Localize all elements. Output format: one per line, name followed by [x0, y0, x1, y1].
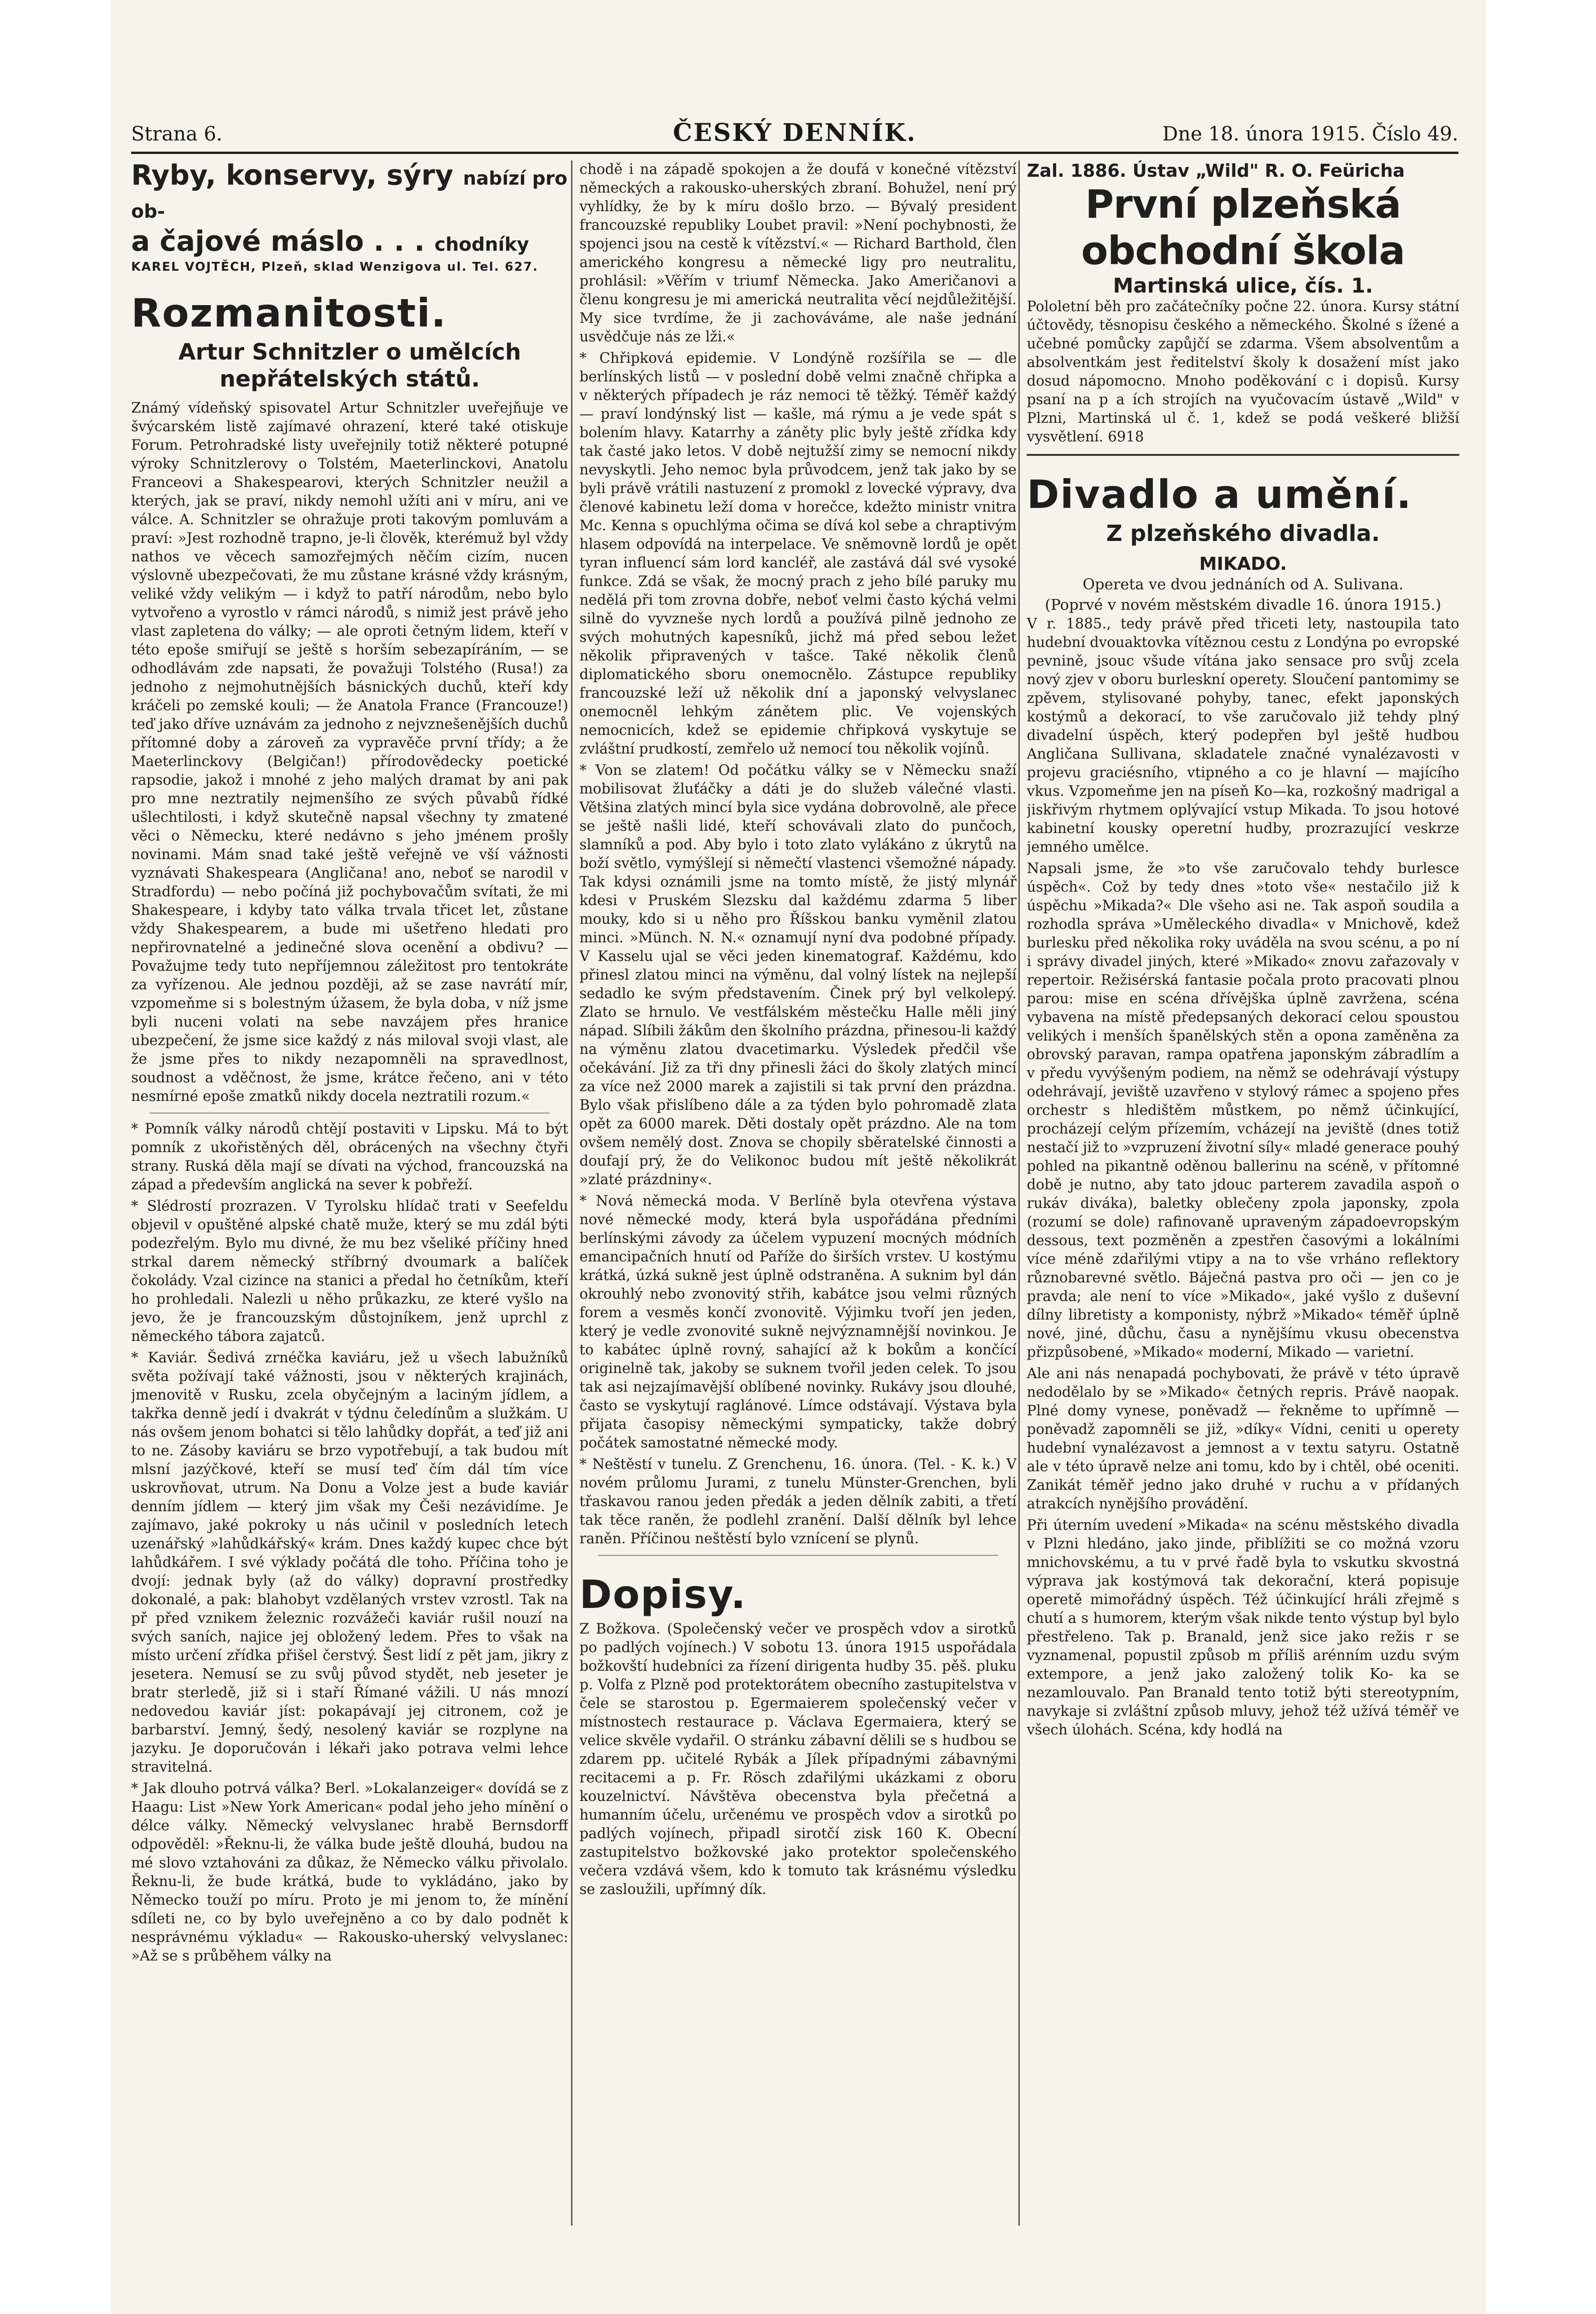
- column-3: [1027, 160, 1459, 2226]
- news-item-kaviar: * Kaviár. Šedivá zrnéčka kaviáru, jež u všech labužníků světa požívají také vážnosti, jsou v některých krajinách, jmenovitě v Rusku, zcela obyčejným a laciným jídlem, a takřka denně jedí i dvakrát v týdnu čeledínům a služkám. U nás ovšem jenom bohatci si tělo lahůdky dopřát, a teď již ani to ne. Zásoby kaviáru se brzo vypotřebují, a tak budou mít mlsní jazýčkové, kteří se musí teď čím dál tím více uskrovňovat, utrum. Na Donu a Volze jest a bude kaviár denním jídlem — který jim však my Češi nezávidíme. Je zajímavo, jaké pokroky u nás učinil v posledních letech uzenářský »lahůdkářský« krám. Dnes každý kupec chce být lahůdkářem. I své výklady počátá dle toho. Příčina toho je dvojí: jednak byly (až do války) dopravní prostředky dokonalé, a pak: blahobyt vzdělaných vrstev vzrostl. Tak na př před vznikem železnic rozvážeči kaviár rušil nouzí na svých saních, najice jej obložený ledem. Přes to však na místo určení zřídka přišel čerstvý. Šest lidí z pět jam, jikry z jesetera. Nemusí se zu svůj původ stydět, neb jeseter je bratr sterledě, již si i staří Římané vážili. U nás mnozí nedovedou kaviár jíst: pokapávají jej citronem, což je barbarství. Jemný, šedý, nesolený kaviár se rozplyne na jazyku. Je doporučován i lékaři jako potrava velmi lehce stravitelná.: [131, 1350, 568, 1775]
- review-title: MIKADO.: [1199, 553, 1287, 574]
- news-item-continued: chodě i na západě spokojen a že doufá v konečné vítězství německých a rakousko-uherských zbraní. Bohužel, není prý vyhlídky, že by k míru došlo brzo. — Bývalý president francouzské republiky Loubet pravil: »Není pochybnosti, že spojenci jsou na cestě k vítězství.« — Richard Barthold, člen amerického kongresu a německé ligy pro neutralitu, prohlásil: »Věřím v triumf Německa. Jako Američanovi a členu kongresu je mi americká neutralita věcí nejdůležitější. My sice tvrdíme, že ji zachováváme, ale naše jednání usvědčuje nás ze lži.«: [579, 161, 1017, 345]
- section-heading-rozmanitosti: Rozmanitosti.: [131, 290, 447, 336]
- section-heading-dopisy: Dopisy.: [579, 1572, 747, 1617]
- advertisement-school: [1027, 160, 1459, 456]
- column-divider-2: [1018, 160, 1020, 2226]
- page-number: Strana 6.: [131, 122, 223, 145]
- advertisement-vojtech: [131, 160, 568, 274]
- news-item-zlato: * Von se zlatem! Od počátku války se v Německu snaží mobilisovat žluťáčky a dáti je do služeb válečné vlasti. Většina zlatých mincí byla sice vydána dobrovolně, ale přece se ještě našli lidé, kteří schovávali zlato do punčoch, slamníků a pod. Aby bylo i toto zlato vylákáno z úkrytů na boží světlo, vymýšlejí si němečtí vlastenci všemožné nápady. Tak kdysi oznámili jsme na tomto místě, že jistý mlynář kdesi v Pruském Slezsku dal každému zdarma 5 liber mouky, kdo si u něho pro Říšskou banku vyměnil zlatou minci. »Münch. N. N.« oznamují nyní dva podobné případy. V Kasselu ujal se věci jeden kinematograf. Každému, kdo přinesl zlatou minci na výměnu, dal volný lístek na nejlepší sedadlo ke svým představením. Činek prý byl velkolepý. Zlato se hrnulo. Ve vestfálském městečku Halle měli jiný nápad. Slíbili žákům den školního prázdna, přinesou-li každý na výměnu zlatou dvacetimarku. Výsledek předčil vše očekávání. Již za tři dny přinesli žáci do školy zlatých mincí za více než 2000 marek a zajistili si tak první den prázdna. Bylo však přislíbeno dále a za týden bylo pohromadě zlata opět za 6000 marek. Děti dostaly opět prázdno. Ale na tom ovšem nemělý dost. Znova se chopily sběratelské činnosti a doufají prý, že do Velikonoc budou mít ještě několikrát »zlaté prázdniny«.: [579, 762, 1017, 1188]
- column-2: [579, 160, 1017, 2226]
- article-paragraph: Známý vídeňský spisovatel Artur Schnitzler uveřejňuje ve švýcarském listě zajímavé ohrazení, které také otiskuje Forum. Petrohradské listy uveřejnily totiž některé potupné výroky Schnitzlerovy o Tolstém, Maeterlinckovi, Anatolu Franceovi a Shakespearovi, kterých Schnitzler neužil a kterých, jak se praví, nikdy nemohl užíti ani v míru, ani ve válce. A. Schnitzler se ohražuje proti takovým pomluvám a praví: »Jest rozhodně trapno, je-li člověk, kterémuž byl vždy nathos ve věcech samozřejmých něčím cizím, nucen výslovně ubezpečovati, že mu zůstane krásné vždy krásným, veliké vždy velikým — i když to patří národům, nebo bylo vytvořeno a vyrostlo v rámci národů, s nimiž jest právě jeho vlast zapletena do války; — ale oproti četným lidem, kteří v této epoše smiřují se ještě s horším sebezapíráním, — se odhodlávám zde napsati, že považuji Tolstého (Rusa!) za jednoho z nejmohutnějších básnických duchů, kteří kdy kráčeli po zemské kouli; — že Anatola France (Francouze!) teď jako dříve uznávám za jednoho z nejvznešenějších duchů přítomné doby a zároveň za vypravěče první třídy; a že Maeterlinckovy (Belgičan!) přírodovědecky poetické rapsodie, jakož i mnohé z jeho malých dramat by ani pak pro mne neztratily nejmenšího ze svých půvabů řídké ušlechtilosti, i když skutečně napsal všechny ty zmatené věci o Německu, které nedávno s jeho jménem prošly novinami. Mám snad také ještě veřejně ve vší vážnosti vyznávati Shakespeara (Angličana! ano, neboť se narodil v Stradfordu) — nebo počíná již pochybovačům svítati, že mi Shakespeare, i kdyby tato válka trvala třicet let, zůstane vždy Shakespearem, a bude mi ušetřeno hledati pro nepřirovnatelné a jedinečné slova ocenění a obdivu? — Považujme tedy tuto nepříjemnou záležitost pro tentokráte za vyřízenou. Ale jednou později, až se zase navrátí mír, vzpomeňme si s bolestným úžasem, že byla doba, v níž jsme byli nuceni volati na sebe navzájem přes hranice ubezpečení, že jsme sice každý z nás miloval svoji vlast, ale že jsme přes to nikdy nezapomněli na spravedlnost, soudnost a vděčnost, že jsme, krátce řečeno, ani v této nesmírné epoše zmatků nikdy docela neztratili rozum.«: [131, 400, 568, 1105]
- news-item-chripka: * Chřipková epidemie. V Londýně rozšířila se — dle berlínských listů — v poslední době velmi značně chřipka a v některých případech je ráz nemoci tě těžký. Téměř každý — praví londýnský list — kašle, má rýmu a je vede spát s bolením hlavy. Katarrhy a záněty plic byly ještě zřídka kdy tak časté jako letos. V době nejtužší zimy se nemocní nikdy nevyskytli. Jeho nemoc byla průvodcem, jenž tak jako by se byli právě vrátili nastuzení z promokl z lovecké výpravy, dva členové kabinetu leží doma v horečce, kdežto ministr vnitra Mc. Kenna s opuchlýma očima se dívá kol sebe a chraptivým hlasem odpovídá na interpelace. Ve sněmovně lordů je opět tyran influencí sám lord kancléř, ale zastává dál své vysoké funkce. Zdá se však, že mocný prach z jeho bílé paruky mu nedělá při tom zrovna dobře, neboť velmi často kýchá velmi silně do vyvzneše nych lordů a používá pilně jednoho ze svých mohutných kapesníků, jichž má před sebou ležet několik připravených v tašce. Také několik členů diplomatického sboru onemocnělo. Zástupce republiky francouzské leží už několik dní a japonský velvyslanec onemocněl lehkým zánětem plic. Ve vojenských nemocnicích, kdež se epidemie chřipková vyskytuje se zvláštní prudkostí, zemřelo už nemocí tou několik vojínů.: [579, 350, 1017, 757]
- article-title-schnitzler: Artur Schnitzler o umělcích nepřátelských států.: [178, 339, 521, 392]
- news-item-moda: * Nová německá moda. V Berlíně byla otevřena výstava nové německé mody, která byla uspořádána předními berlínskými závody za účelem vypuzení mocných módních emancipačních hnutí od Paříže do širších vrstev. U kostýmu krátká, úzká sukně jest úplně odstraněna. A suknim byl dán okrouhlý nebo zvonovitý střih, kabátce jsou velmi různých forem a vesměs končí zvonovitě. Výjimku tvoří jen jeden, který je vedle zvonovité sukně nejvýznamnější novinkou. Je to kabátec úplně rovný, sahající až k bokům a končící originelně tak, jakoby se suknem tvořil jeden celek. To jsou tak asi nejzajímavější oblíbené novinky. Rukávy jsou dlouhé, často se vyskytují raglánové. Límce odstávají. Výstava byla přijata časopisy německými sympaticky, takže dobrý počátek samostatné německé mody.: [579, 1193, 1017, 1451]
- news-item-sledrosti: * Slédrostí prozrazen. V Tyrolsku hlídač trati v Seefeldu objevil v opuštěné alpské chatě muže, který se mu zdál býti podezřelým. Bylo mu divné, že mu bez všeliké příčiny hned strkal darem německý stříbrný dvoumark a balíček čokolády. Vzal cizince na stanici a předal ho četníkům, kteří ho prohledali. Nalezli u něho průkazku, ze které vyšlo na jevo, že je francouzským důstojníkem, jenž uprchl z německého tábora zajatců.: [131, 1198, 568, 1345]
- ad-school-text: Pololetní běh pro začátečníky počne 22. února. Kursy státní účtovědy, těsnopisu českého a německého. Školné s ížené a učebné pomůcky zapůjčí se zdarma. Všem absolventům a absolventkám jest ředitelství školy k dosažení míst jako dosud nápomocno. Mnoho poděkování c i dopisů. Kursy psaní na p a ích strojích na vyučovacím ústavě „Wild" v Plzni, Martinská ul č. 1, kdež se podá veškeré bližší vysvětlení. 6918: [1027, 299, 1459, 445]
- newspaper-page: [111, 0, 1486, 2314]
- header-rule: [131, 152, 1458, 154]
- ad-school-title: První plzeňská obchodní škola: [1081, 181, 1405, 273]
- review-subtitle-2: (Poprvé v novém městském divadle 16. února 1915.): [1044, 596, 1442, 614]
- ad-line-1: Ryby, konservy, sýry: [131, 160, 453, 192]
- page-header: [131, 119, 1458, 151]
- section-heading-divadlo: Divadlo a umění.: [1027, 472, 1412, 517]
- separator: [150, 1113, 550, 1114]
- subheading-plzen-theatre: Z plzeňského divadla.: [1106, 520, 1380, 547]
- review-subtitle-1: Opereta ve dvou jednáních od A. Sulivana.: [1083, 575, 1403, 593]
- ad-line-2: a čajové máslo . . .: [131, 225, 425, 258]
- ad-school-top: Zal. 1886. Ústav „Wild" R. O. Feüricha: [1027, 160, 1405, 181]
- ad-address: KAREL VOJTĚCH, Plzeň, sklad Wenzigova ul. Tel. 627.: [131, 260, 539, 274]
- letter-bozkov: Z Božkova. (Společenský večer ve prospěch vdov a sirotků po padlých vojínech.) V sobotu 13. února 1915 uspořádala božkovští hudebníci za řízení dirigenta hudby 35. pěš. pluku p. Volfa z Plzně pod protektorátem obecního zastupitelstva v čele se starostou p. Egermaierem společenský večer v místnostech restaurace p. Václava Egermaiera, který se velice skvěle vydařil. O stránku zábavní dělili se s hudbou se zdarem pp. učitelé Rybák a Jílek případnými zábavnými recitacemi a p. Fr. Rösch zdařilými ukázkami z oboru kouzelnictví. Návštěva obecenstva byla přečetná a humanním účelu, určenému ve prospěch vdov a sirotků po padlých vojínech, připadl sirotčí zisk 160 K. Obecní zastupitelstvo božkovské jako protektor společenského večera vzdává všem, kdo k tomuto tak krásnému výsledku se zasloužili, upřímný dík.: [579, 1621, 1017, 1898]
- issue-date: Dne 18. února 1915. Číslo 49.: [1162, 122, 1458, 145]
- separator: [598, 1555, 998, 1556]
- review-paragraph-4: Při úterním uvedení »Mikada« na scénu městského divadla v Plzni hledáno, jako jinde, přiblížiti se co možná vzoru mnichovskému, a tu v prvé řadě byla to vskutku skvostná výprava jak kostýmová tak dekorační, která popisuje operetě mimořádný úspěch. Též účinkující hráli zřejmě s chutí a s humorem, kterým však nikde tento výstup byl bylo přestřeleno. Tak p. Branald, jenž sice jako režis r se vyznamenal, popustil způsob m příliš arénním uzdu svým extempore, a jenž jako založený tolik Ko- ka se nezamlouvalo. Pan Branald tento totiž býti stereotypním, navykaje si zvláštní způsob mluvy, jehož též užívá téměř ve všech úlohách. Scéna, kdy hodlá na: [1027, 1517, 1459, 1738]
- masthead-title: ČESKÝ DENNÍK.: [672, 119, 917, 147]
- news-item-valka: * Jak dlouho potrvá válka? Berl. »Lokalanzeiger« dovídá se z Haagu: List »New York American« podal jeho jeho mínění o délce války. Německý velvyslanec hrabě Bernsdorff odpověděl: »Řeknu-li, že válka bude ještě dlouhá, budou na mé slovo vztahováni za důkaz, že Německo válku přivolalo. Řeknu-li, že bude krátká, bude to vykládáno, jako by Německo touží po míru. Proto je mi jenom to, že mínění sdíleti ne, co by bylo uveřejněno a co by dalo podnět k nesprávnému výkladu« — Rakousko-uherský velvyslanec: »Až se s průběhem války na: [131, 1781, 568, 1964]
- column-1: [131, 160, 568, 2226]
- review-paragraph-1: V r. 1885., tedy právě před třiceti lety, nastoupila tato hudební dvouaktovka vítěznou cestu z Londýna po evropské pevnině, jsouc všude vítána jako sensace pro svůj zcela nový zjev v oboru burleskní operety. Sloučení pantomimy se zpěvem, stylisované pohyby, tanec, efekt japonských kostýmů a dekorací, to vše zaručovalo již tehdy plný divadelní úspěch, který podepřen byl ještě hudbou Angličana Sullivana, skladatele značné vynalézavosti v projevu graciésního, vtipného a co je hlavní — majícího vkus. Vzpomeňme jen na píseň Ko—ka, rozkošný madrigal a jiskřivým rhytmem oplývající vstup Mikada. To jsou hotové kabinetní kousky operetní hudby, prozrazující veskrze jemného umělce.: [1027, 616, 1459, 855]
- review-paragraph-3: Ale ani nás nenapadá pochybovati, že právě v této úpravě nedodělalo by se »Mikado« četných repris. Právě naopak. Plné domy vynese, poněvadž — řekněme to upřímně — poněvadž zapomněli se již, »díky« Vídni, ceniti u operety hudební vynalézavost a jemnost a v textu satyru. Ostatně ale v této úpravě nelze ani tomu, kdo by i chtěl, obé oceniti. Zanikát téměř jedno jako druhé v ruchu a v přídaných atrakcích nynějšího provádění.: [1027, 1366, 1459, 1512]
- ad-school-address: Martinská ulice, čís. 1.: [1113, 274, 1373, 298]
- ad-line-2b: chodníky: [434, 234, 529, 255]
- news-item-tunel: * Neštěstí v tunelu. Z Grenchenu, 16. února. (Tel. - K. k.) V novém průlomu Jurami, z tunelu Münster-Grenchen, byli třaskavou ranou jeden předák a jeden dělník zabiti, a třetí tak těce raněn, že podlehl zranění. Další dělník byl lehce raněn. Příčinou neštěstí bylo vznícení se plynů.: [579, 1456, 1017, 1547]
- column-divider-1: [571, 160, 572, 2226]
- ad-line-1b: nabízí pro ob-: [131, 168, 568, 222]
- review-paragraph-2: Napsali jsme, že »to vše zaručovalo tehdy burlesce úspěch«. Což by tedy dnes »toto vše« nestačilo již k úspěchu »Mikada?« Dle všeho asi ne. Tak aspoň soudila a rozhodla správa »Uměleckého divadla« v Mnichově, kdež burlesku před několika roky uváděla na svou scénu, a po ní i správy divadel jiných, které »Mikado« znovu zařazovaly v repertoir. Režisérská fantasie počala proto pracovati plnou parou: mise en scéna dřívějška úplně zavržena, scéna vybavena na místě předepsaných dekorací celou spoustou velikých i menších španělských stěn a opona zaměněna za obrovský paravan, rampa opatřena japonským zábradlím a v předu vyvýšeným podiem, na němž se odehrávají výstupy odehrávají, jeviště uzavřeno v stylový rámec a spojeno přes orchestr s hledištěm můstkem, po němž účinkující, procházejí celým přízemím, vcházejí na jeviště (dnes totiž nestačí již to »vzpruzení životní síly« mladé generace pouhý pohled na pikantně oděnou ballerinu na scéně, v přítomné době je nutno, aby tato jdouc parterem zavadila aspoň o rukáv diváka), baletky oblečeny zpola japonsky, zpola (rozumí se dole) rafinovaně upraveným západoevropským dessous, text pozměněn a zpestřen časovými a lokálními více méně zdařilými vtipy a na to vše vrháno reflektory různobarevné světlo. Báječná pastva pro oči — jen co je pravda; ale není to více »Mikado«, jaké vyšlo z duševní dílny libretisty a komponisty, nýbrž »Mikado« téměř úplně nové, jiné, důchu, času a nynějšímu vkusu obecenstva přizpůsobené, »Mikado« moderní, Mikado — varietní.: [1027, 860, 1459, 1360]
- news-item-pomnik: * Pomník války národů chtějí postaviti v Lipsku. Má to být pomník z ukořistěných děl, obrácených na všechny čtyři strany. Ruská děla mají se dívati na východ, francouzská na západ a především anglická na sever k pobřeží.: [131, 1121, 568, 1193]
